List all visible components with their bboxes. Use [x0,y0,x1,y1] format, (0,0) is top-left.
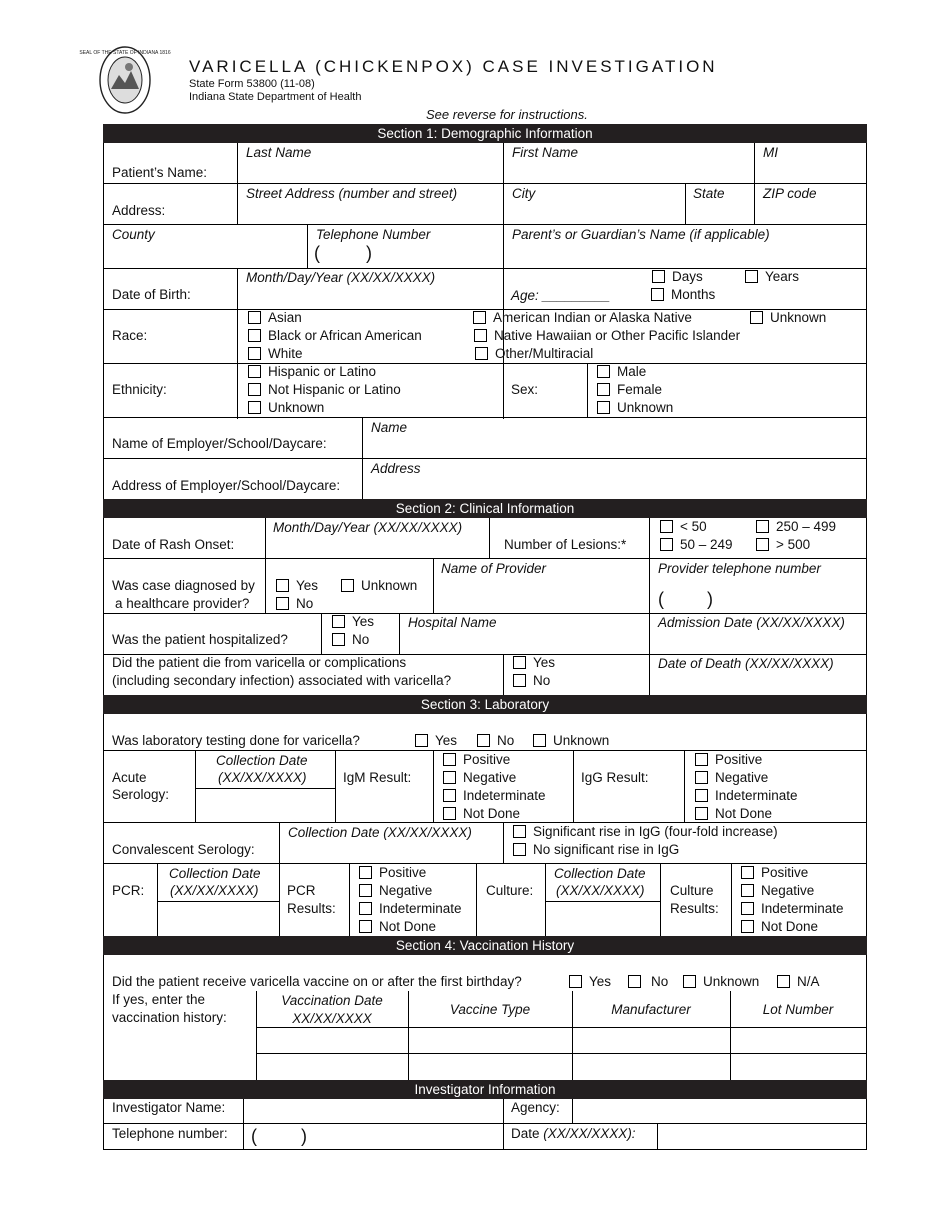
divider [503,654,504,695]
death-date-field[interactable]: Date of Death (XX/XX/XXXX) [658,656,834,671]
provider-paren-open: ( [658,589,664,609]
sex-label: Sex: [511,382,539,397]
employer-address-field[interactable]: Address [371,461,421,476]
col-vaccine-type: Vaccine Type [449,1002,531,1017]
rule [103,863,867,864]
pcr-results-label-line2: Results: [287,901,336,916]
pcr-label: PCR: [112,883,145,898]
provider-paren-close: ) [707,589,713,609]
culture-option: Not Done [761,919,819,934]
culture-option: Negative [761,883,815,898]
rule [103,268,867,269]
vaccine-question: Did the patient receive varicella vaccine on or after the first birthday? [112,974,522,989]
rule [103,309,867,310]
pcr-option: Indeterminate [379,901,462,916]
vaccine-yes-label: Yes [589,974,612,989]
race-option: White [268,346,303,361]
culture-indeterminate-checkbox[interactable] [741,902,754,915]
ethnicity-option: Not Hispanic or Latino [268,382,401,397]
ethnicity-option: Unknown [268,400,325,415]
years-checkbox[interactable] [745,270,758,283]
divider [279,863,280,936]
lesions-gt500-checkbox[interactable] [756,538,769,551]
race-asian-checkbox[interactable] [248,311,261,324]
phone-paren-open: ( [314,243,320,263]
acute-collection-date-input[interactable] [196,789,334,821]
diagnosed-unknown-label: Unknown [361,578,418,593]
divider [433,558,434,613]
died-no-checkbox[interactable] [513,674,526,687]
divider [307,224,308,268]
vaccine-na-checkbox[interactable] [777,975,790,988]
employer-label: Name of Employer/School/Daycare: [112,436,327,451]
pcr-not-done-checkbox[interactable] [359,920,372,933]
form-title: VARICELLA (CHICKENPOX) CASE INVESTIGATION [189,57,718,76]
vaccine-unknown-checkbox[interactable] [683,975,696,988]
lab-unknown-label: Unknown [553,733,610,748]
divider [503,822,504,863]
igm-indeterminate-checkbox[interactable] [443,789,456,802]
race-option: American Indian or Alaska Native [493,310,692,325]
vaccination-row[interactable] [257,1028,866,1053]
date-label [511,1125,636,1143]
culture-results-label-line1: Culture [670,883,714,898]
divider [237,268,238,419]
col-manufacturer: Manufacturer [611,1002,691,1017]
igg-indeterminate-checkbox[interactable] [695,789,708,802]
diagnosed-label-line1: Was case diagnosed by [112,578,255,593]
pcr-collection-date-label: Collection Date [169,866,261,881]
race-option: Asian [268,310,302,325]
agency-input[interactable] [573,1100,865,1123]
race-option: Unknown [770,310,827,325]
lab-no-label: No [497,733,515,748]
divider [279,822,280,863]
igg-option: Not Done [715,806,773,821]
divider [399,613,400,654]
days-checkbox[interactable] [652,270,665,283]
agency-label: Agency: [511,1100,560,1115]
investigator-header: Investigator Information [103,1080,867,1099]
county-field[interactable]: County [112,227,155,242]
igg-option: Negative [715,770,769,785]
died-yes-checkbox[interactable] [513,656,526,669]
ethnicity-label: Ethnicity: [112,382,167,397]
col-vaccination-date: Vaccination Date [281,993,383,1008]
mi-field[interactable]: MI [763,145,778,160]
lesions-50-249-checkbox[interactable] [660,538,673,551]
culture-label: Culture: [486,883,534,898]
rule [103,224,867,225]
culture-results-label-line2: Results: [670,901,719,916]
pcr-option: Not Done [379,919,437,934]
days-label: Days [672,269,703,284]
acute-label-line1: Acute [112,770,147,785]
died-yes-label: Yes [533,655,556,670]
city-field[interactable]: City [512,186,536,201]
investigator-name-label: Investigator Name: [112,1100,226,1115]
form-number: State Form 53800 (11-08) [189,78,315,90]
last-name-field[interactable]: Last Name [246,145,312,160]
lesions-label: Number of Lesions:* [504,537,627,552]
sex-male-checkbox[interactable] [597,365,610,378]
lesion-option: > 500 [776,537,811,552]
divider [349,863,350,936]
svg-text:SEAL OF THE STATE OF INDIANA 1: SEAL OF THE STATE OF INDIANA 1816 [79,50,171,56]
rule [103,458,867,459]
culture-negative-checkbox[interactable] [741,884,754,897]
vaccine-no-checkbox[interactable] [628,975,641,988]
pcr-collection-format: (XX/XX/XXXX) [170,883,259,898]
divider [684,750,685,822]
divider [265,518,266,558]
rule [103,363,867,364]
first-name-field[interactable]: First Name [512,145,579,160]
patient-name-label: Patient’s Name: [112,165,208,180]
igg-positive-checkbox[interactable] [695,753,708,766]
months-label: Months [671,287,716,302]
divider [587,363,588,417]
igm-positive-checkbox[interactable] [443,753,456,766]
igm-option: Not Done [463,806,521,821]
race-unknown-checkbox[interactable] [750,311,763,324]
provider-phone-field[interactable]: Provider telephone number [658,561,821,576]
pcr-negative-checkbox[interactable] [359,884,372,897]
significant-rise-label: Significant rise in IgG (four-fold increase) [533,824,778,839]
vaccine-na-label: N/A [797,974,820,989]
lab-no-checkbox[interactable] [477,734,490,747]
race-label: Race: [112,328,148,343]
phone-paren-close: ) [366,243,372,263]
hospitalized-yes-checkbox[interactable] [332,615,345,628]
igg-option: Indeterminate [715,788,798,803]
zip-field[interactable]: ZIP code [763,186,817,201]
investigator-name-input[interactable] [244,1100,502,1123]
divider [649,518,650,695]
race-white-checkbox[interactable] [248,347,261,360]
ethnicity-unknown-checkbox[interactable] [248,401,261,414]
divider [476,863,477,936]
divider [265,558,266,613]
hospitalized-no-label: No [352,632,370,647]
lesion-option: 250 – 499 [776,519,837,534]
vaccination-row[interactable] [257,1054,866,1079]
history-label-line1: If yes, enter the [112,992,206,1007]
hospitalized-no-checkbox[interactable] [332,633,345,646]
significant-rise-checkbox[interactable] [513,825,526,838]
employer-name-field[interactable]: Name [371,420,408,435]
lab-yes-checkbox[interactable] [415,734,428,747]
vaccine-unknown-label: Unknown [703,974,760,989]
race-american-indian-checkbox[interactable] [473,311,486,324]
dob-label: Date of Birth: [112,287,191,302]
race-pacific-islander-checkbox[interactable] [474,329,487,342]
culture-collection-date-label: Collection Date [554,866,646,881]
investigator-paren-close: ) [301,1126,307,1146]
no-significant-rise-label: No significant rise in IgG [533,842,680,857]
acute-collection-format: (XX/XX/XXXX) [218,770,307,785]
igg-negative-checkbox[interactable] [695,771,708,784]
col-lot-number: Lot Number [762,1002,834,1017]
telephone-field[interactable]: Telephone Number [316,227,431,242]
died-no-label: No [533,673,551,688]
hospitalized-yes-label: Yes [352,614,375,629]
age-field[interactable]: Age: _________ [511,288,611,303]
race-option: Native Hawaiian or Other Pacific Islander [494,328,741,343]
lesions-250-499-checkbox[interactable] [756,520,769,533]
diagnosed-yes-label: Yes [296,578,319,593]
divider [433,750,434,822]
igm-not-done-checkbox[interactable] [443,807,456,820]
employer-address-label: Address of Employer/School/Daycare: [112,478,341,493]
diagnosed-unknown-checkbox[interactable] [341,579,354,592]
culture-collection-date-input[interactable] [546,902,659,935]
diagnosed-no-label: No [296,596,314,611]
investigator-paren-open: ( [251,1126,257,1146]
no-significant-rise-checkbox[interactable] [513,843,526,856]
diagnosed-yes-checkbox[interactable] [276,579,289,592]
vaccine-no-label: No [651,974,669,989]
lesion-option: 50 – 249 [680,537,733,552]
ethnicity-hispanic-checkbox[interactable] [248,365,261,378]
col-vaccination-date-format: XX/XX/XXXX [292,1011,372,1026]
divider [321,613,322,654]
sex-unknown-checkbox[interactable] [597,401,610,414]
sex-option: Unknown [617,400,674,415]
diagnosed-label-line2: a healthcare provider? [115,596,250,611]
divider [660,863,661,936]
guardian-field[interactable]: Parent’s or Guardian’s Name (if applicable) [512,227,770,242]
race-option: Other/Multiracial [495,346,594,361]
admission-date-field[interactable]: Admission Date (XX/XX/XXXX) [658,615,845,630]
lesions-lt50-checkbox[interactable] [660,520,673,533]
provider-name-field[interactable]: Name of Provider [441,561,547,576]
years-label: Years [765,269,800,284]
section1-header: Section 1: Demographic Information [103,124,867,143]
acute-collection-date-label: Collection Date [216,753,308,768]
lab-testing-question: Was laboratory testing done for varicella? [112,733,360,748]
sex-option: Female [617,382,663,397]
race-black-checkbox[interactable] [248,329,261,342]
state-seal-icon [79,45,171,115]
department-name: Indiana State Department of Health [189,91,362,103]
sex-female-checkbox[interactable] [597,383,610,396]
convalescent-label: Convalescent Serology: [112,842,255,857]
diagnosed-no-checkbox[interactable] [276,597,289,610]
history-label-line2: vaccination history: [112,1010,227,1025]
pcr-option: Positive [379,865,427,880]
dob-field[interactable]: Month/Day/Year (XX/XX/XXXX) [246,270,436,285]
ethnicity-not-hispanic-checkbox[interactable] [248,383,261,396]
culture-not-done-checkbox[interactable] [741,920,754,933]
lesion-option: < 50 [680,519,707,534]
street-field[interactable]: Street Address (number and street) [246,186,458,201]
pcr-collection-date-input[interactable] [158,902,278,935]
frame-right [866,124,867,1150]
lab-yes-label: Yes [435,733,458,748]
culture-option: Indeterminate [761,901,844,916]
telephone-label: Telephone number: [112,1126,228,1141]
lab-unknown-checkbox[interactable] [533,734,546,747]
divider [685,183,686,224]
vaccine-yes-checkbox[interactable] [569,975,582,988]
igm-negative-checkbox[interactable] [443,771,456,784]
rule [103,558,867,559]
sex-option: Male [617,364,647,379]
pcr-option: Negative [379,883,433,898]
section2-header: Section 2: Clinical Information [103,499,867,518]
date-input[interactable] [658,1124,865,1149]
state-field[interactable]: State [693,186,725,201]
convalescent-collection-field[interactable]: Collection Date (XX/XX/XXXX) [288,825,472,840]
rule [103,1149,867,1150]
divider [573,750,574,822]
igg-label: IgG Result: [581,770,649,785]
igm-label: IgM Result: [343,770,412,785]
pcr-results-label-line1: PCR [287,883,316,898]
section4-header: Section 4: Vaccination History [103,936,867,955]
date-label-plain: Date [511,1126,544,1141]
address-label: Address: [112,203,166,218]
divider [335,750,336,822]
igm-option: Negative [463,770,517,785]
igm-option: Positive [463,752,511,767]
igg-not-done-checkbox[interactable] [695,807,708,820]
acute-label-line2: Serology: [112,787,170,802]
hospitalized-label: Was the patient hospitalized? [112,632,288,647]
rash-onset-field[interactable]: Month/Day/Year (XX/XX/XXXX) [273,520,463,535]
culture-collection-format: (XX/XX/XXXX) [556,883,645,898]
died-label-line1: Did the patient die from varicella or complications [112,655,407,670]
race-other-checkbox[interactable] [475,347,488,360]
pcr-indeterminate-checkbox[interactable] [359,902,372,915]
rule [103,183,867,184]
date-label-format: (XX/XX/XXXX): [543,1126,636,1141]
rule [103,417,867,418]
ethnicity-option: Hispanic or Latino [268,364,377,379]
frame-left [103,124,104,1150]
divider [489,518,490,558]
igg-option: Positive [715,752,763,767]
divider [731,863,732,936]
igm-option: Indeterminate [463,788,546,803]
hospital-name-field[interactable]: Hospital Name [408,615,497,630]
divider [503,1099,504,1150]
race-option: Black or African American [268,328,422,343]
rash-onset-label: Date of Rash Onset: [112,537,235,552]
section3-header: Section 3: Laboratory [103,695,867,714]
culture-option: Positive [761,865,809,880]
see-reverse-note: See reverse for instructions. [426,107,588,122]
died-label-line2: (including secondary infection) associated with varicella? [112,673,452,688]
months-checkbox[interactable] [651,288,664,301]
pcr-positive-checkbox[interactable] [359,866,372,879]
culture-positive-checkbox[interactable] [741,866,754,879]
